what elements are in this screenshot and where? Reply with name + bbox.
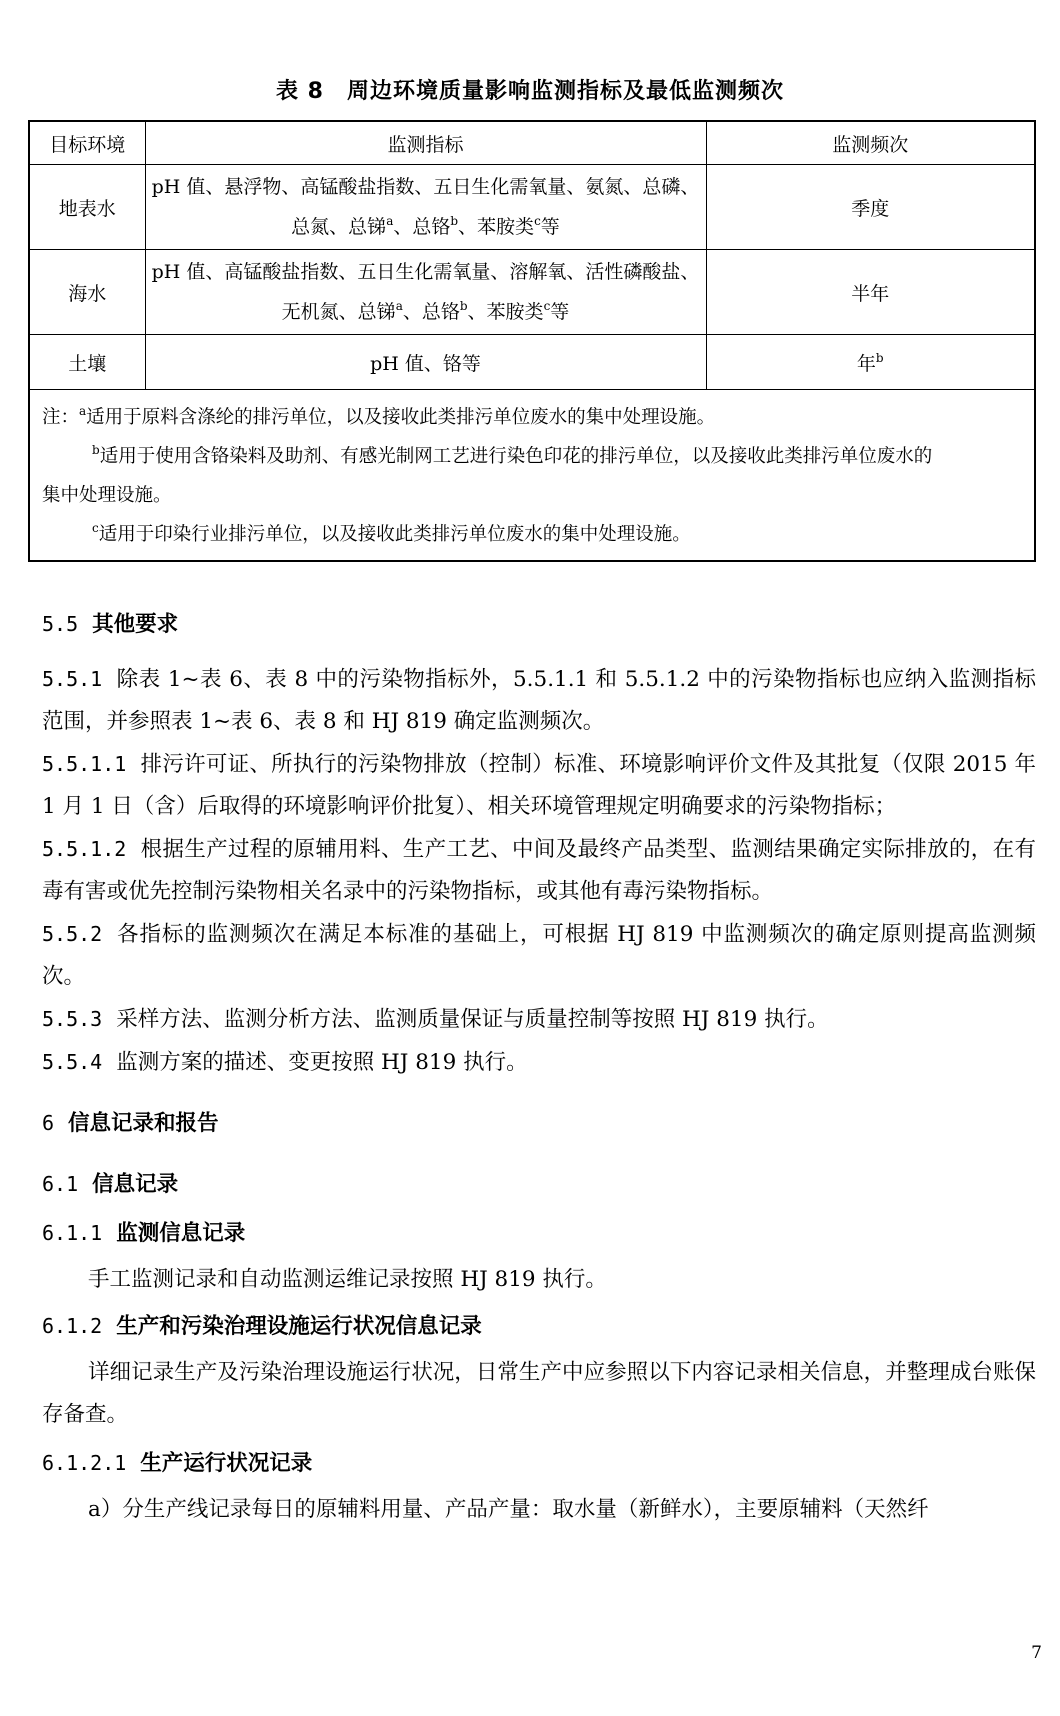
row-frequency: 季度	[706, 165, 1035, 250]
note-b-cont: 集中处理设施。	[42, 485, 172, 506]
footnote-marker: a	[395, 299, 403, 313]
indicator-line: 总氮、总锑$^a$、总铬$^b$、苯胺类$^c$等	[291, 214, 560, 238]
section-paragraph: 5.5.2 各指标的监测频次在满足本标准的基础上，可根据 HJ 819 中监测频次的确定原则提高监测频次。	[42, 922, 1036, 989]
note-a: 注：$^a$适用于原料含涤纶的排污单位，以及接收此类排污单位废水的集中处理设施。	[42, 404, 716, 428]
section-heading: 6.1.1 监测信息记录	[42, 1221, 246, 1246]
indicator-line: 无机氮、总锑$^a$、总铬$^b$、苯胺类$^c$等	[281, 299, 570, 323]
section-heading: 6.1.2 生产和污染治理设施运行状况信息记录	[42, 1314, 482, 1339]
table-notes-row	[29, 390, 1035, 562]
note-b: $^b$适用于使用含铬染料及助剂、有感光制网工艺进行染色印花的排污单位，以及接收此类排污单位废水的	[92, 443, 933, 467]
footnote-marker: b	[450, 214, 459, 228]
section-paragraph: 5.5.1.1 排污许可证、所执行的污染物排放（控制）标准、环境影响评价文件及其批复（仅限 2015 年 1 月 1 日（含）后取得的环境影响评价批复）、相关环境管理规定明确要求的污染物指标；	[42, 752, 1036, 819]
section-paragraph: 5.5.1 除表 1~表 6、表 8 中的污染物指标外，5.5.1.1 和 5.5.1.2 中的污染物指标也应纳入监测指标范围，并参照表 1~表 6、表 8 和 HJ 819 确定监测频次。	[42, 667, 1036, 734]
row-env: 土壤	[29, 335, 145, 390]
row-frequency: 年$^b$	[706, 335, 1035, 390]
page-number: 7	[1031, 1643, 1042, 1663]
row-frequency: 半年	[706, 250, 1035, 335]
body-paragraph: 手工监测记录和自动监测运维记录按照 HJ 819 执行。	[88, 1267, 607, 1292]
indicator-line: pH 值、高锰酸盐指数、五日生化需氧量、溶解氧、活性磷酸盐、	[151, 261, 700, 283]
row-env: 地表水	[29, 165, 145, 250]
table-header-row	[29, 121, 1035, 165]
header-indicators: 监测指标	[145, 121, 706, 165]
row-indicators	[145, 250, 706, 335]
table-title: 表 8 周边环境质量影响监测指标及最低监测频次	[276, 79, 784, 104]
row-indicators: pH 值、铬等	[145, 335, 706, 390]
monitoring-table	[28, 120, 1036, 562]
main-content	[42, 603, 1036, 1531]
section-paragraph: 5.5.1.2 根据生产过程的原辅用料、生产工艺、中间及最终产品类型、监测结果确定实际排放的，在有毒有害或优先控制污染物相关名录中的污染物指标，或其他有毒污染物指标。	[42, 837, 1036, 904]
header-target-env: 目标环境	[29, 121, 145, 165]
section-paragraph: 5.5.3 采样方法、监测分析方法、监测质量保证与质量控制等按照 HJ 819 执行。	[42, 1007, 829, 1032]
row-indicators	[145, 165, 706, 250]
footnote-marker: c	[543, 299, 551, 313]
header-frequency: 监测频次	[706, 121, 1035, 165]
footnote-marker: a	[386, 214, 394, 228]
footnote-marker: b	[459, 299, 468, 313]
section-heading: 6.1.2.1 生产运行状况记录	[42, 1451, 313, 1476]
table-notes	[29, 390, 1035, 562]
section-heading: 5.5 其他要求	[42, 612, 179, 637]
table-row	[29, 250, 1035, 335]
footnote-marker: b	[875, 350, 884, 365]
row-env: 海水	[29, 250, 145, 335]
section-heading: 6 信息记录和报告	[42, 1111, 219, 1136]
footnote-marker: c	[534, 214, 541, 228]
section-paragraph: 5.5.4 监测方案的描述、变更按照 HJ 819 执行。	[42, 1050, 528, 1075]
table-row	[29, 335, 1035, 390]
section-heading: 6.1 信息记录	[42, 1172, 179, 1197]
note-c: $^c$适用于印染行业排污单位，以及接收此类排污单位废水的集中处理设施。	[92, 521, 691, 545]
body-paragraph: a）分生产线记录每日的原辅料用量、产品产量：取水量（新鲜水），主要原辅料（天然纤	[88, 1497, 929, 1522]
body-paragraph: 详细记录生产及污染治理设施运行状况，日常生产中应参照以下内容记录相关信息，并整理成台账保存备查。	[42, 1360, 1036, 1427]
indicator-line: pH 值、悬浮物、高锰酸盐指数、五日生化需氧量、氨氮、总磷、	[151, 176, 700, 198]
table-row	[29, 165, 1035, 250]
